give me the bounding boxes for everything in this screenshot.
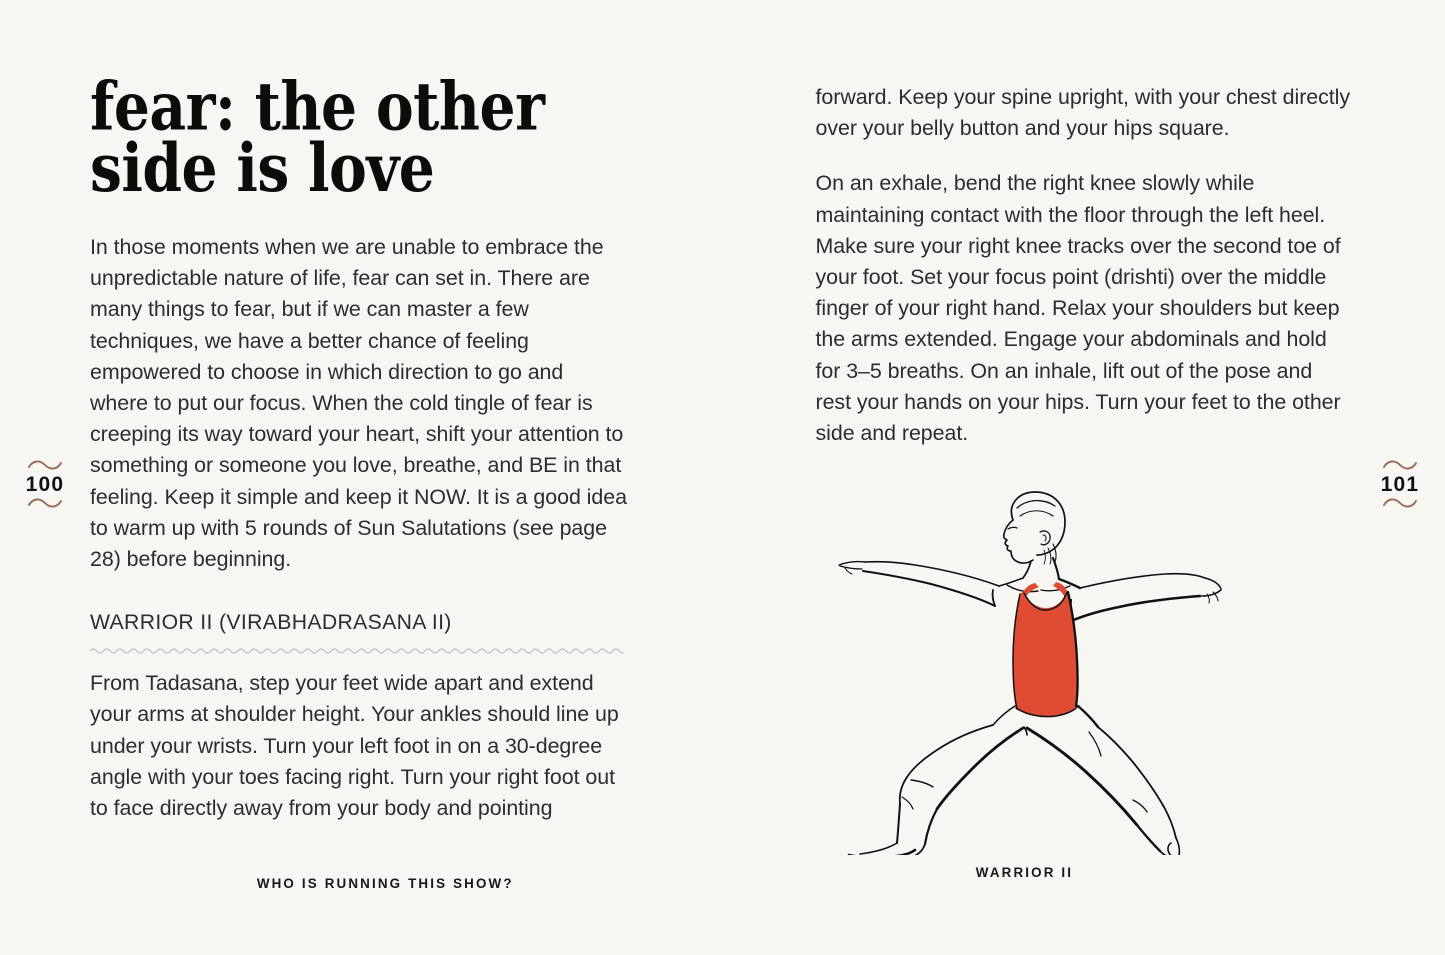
right-page [723,0,1445,955]
folio-right [1367,460,1433,509]
folio-wave-top-icon [1383,460,1417,471]
folio-right-number: 101 [1380,473,1420,496]
left-column [90,0,627,824]
right-column [816,0,1353,449]
right-paragraph-2: On an exhale, bend the right knee slowly while maintaining contact with the floor through the left heel. Make sure your right knee tracks over the second toe of your foot. Set your focus point (drishti) over the middle finger of your right hand. Relax your shoulders but keep the arms extended. Engage your abdominals and hold for 3–5 breaths. On an inhale, lift out of the pose and rest your hands on your hips. Turn your feet to the other side and repeat. [815,171,1341,446]
warrior-two-figure [795,480,1255,880]
warrior-two-pose-illustration [827,480,1223,855]
wavy-divider [90,646,624,655]
chapter-title-line-2: side is love [90,128,435,207]
figure-caption: WARRIOR II [975,865,1074,880]
left-paragraph-2: From Tadasana, step your feet wide apart and extend your arms at shoulder height. Your ankles should line up under your wrists. Turn your left foot in on a 30-degree angle with your toes facing right. Turn your right foot out to face directly away from your body and pointing [90,671,619,820]
chapter-title [90,0,590,207]
running-footer-left: WHO IS RUNNING THIS SHOW? [256,876,514,891]
folio-wave-bottom-icon [28,498,62,509]
folio-wave-bottom-icon [1383,498,1417,509]
pose-heading: WARRIOR II (VIRABHADRASANA II) [90,611,452,635]
folio-left [12,460,78,509]
right-paragraph-1: forward. Keep your spine upright, with your chest directly over your belly button and your hips square. [815,85,1350,141]
folio-wave-top-icon [28,460,62,471]
folio-left-number: 100 [25,473,65,496]
chapter-title-line-1: fear: the other [90,66,545,146]
left-paragraph-1: In those moments when we are unable to embrace the unpredictable nature of life, fear can set in. There are many things to fear, but if we can master a few techniques, we have a better chance of feeling empowered to choose in which direction to go and where to put our focus. When the cold tingle of fear is creeping its way toward your heart, shift your attention to something or someone you love, breathe, and BE in that feeling. Keep it simple and keep it NOW. It is a good idea to warm up with 5 rounds of Sun Salutations (see page 28) before beginning. [90,234,627,571]
